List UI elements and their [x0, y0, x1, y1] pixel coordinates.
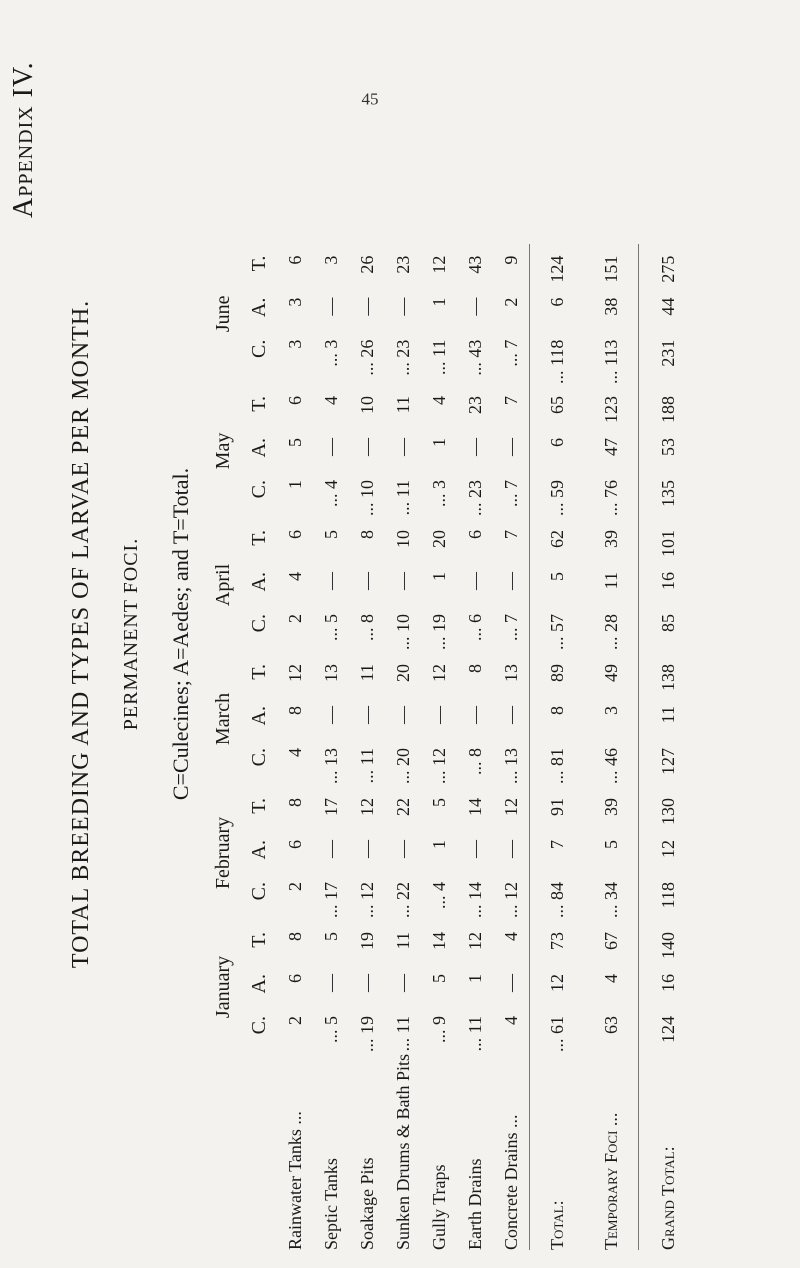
- table-cell: 67: [601, 931, 621, 950]
- table-cell: —: [465, 839, 485, 858]
- table-row: [493, 244, 530, 1250]
- table-cell: 49: [601, 663, 621, 682]
- table-cell: 6: [285, 973, 305, 983]
- table-cell: ... 57: [530, 610, 585, 652]
- table-cell: 4: [285, 571, 305, 581]
- appendix-label: Appendix IV.: [8, 61, 39, 218]
- table-cell: —: [321, 571, 341, 590]
- sub-header: C.: [248, 881, 270, 901]
- table-row: [639, 244, 698, 1250]
- table-row: [584, 244, 639, 1250]
- table-cell: 2: [285, 1015, 305, 1025]
- table-row: [421, 244, 457, 1250]
- table-cell: 5: [321, 529, 341, 539]
- table-cell: 85: [639, 610, 698, 652]
- table-cell: 17: [321, 797, 341, 816]
- table-cell: ... 20: [393, 747, 413, 784]
- table-cell: 4: [601, 973, 621, 983]
- table-cell: 6: [530, 294, 585, 336]
- table-cell: ... 76: [601, 479, 621, 516]
- table-cell: —: [501, 839, 521, 858]
- table-cell: —: [465, 297, 485, 316]
- table-cell: 118: [639, 878, 698, 920]
- table-cell: 130: [639, 786, 698, 836]
- table-cell: 4: [429, 395, 449, 405]
- table-cell: ... 14: [465, 881, 485, 918]
- table-cell: 10: [357, 395, 377, 414]
- table-cell: 6: [285, 839, 305, 849]
- table-cell: —: [393, 705, 413, 724]
- table-cell: ... 7: [501, 613, 521, 641]
- table-cell: 13: [501, 663, 521, 682]
- larvae-table: [205, 244, 697, 1250]
- table-cell: 10: [393, 529, 413, 548]
- table-cell: 14: [465, 797, 485, 816]
- table-cell: ... 19: [357, 1015, 377, 1052]
- table-cell: 16: [639, 568, 698, 610]
- table-cell: 6: [285, 529, 305, 539]
- month-header: January: [212, 955, 234, 1019]
- table-cell: —: [321, 297, 341, 316]
- table-cell: —: [465, 437, 485, 456]
- sub-header: A.: [248, 437, 270, 458]
- table-cell: 12: [357, 797, 377, 816]
- table-cell: —: [357, 297, 377, 316]
- table-cell: 127: [639, 744, 698, 786]
- table-cell: 7: [501, 529, 521, 539]
- table-cell: ... 4: [429, 881, 449, 909]
- corner-cell: [205, 1054, 241, 1250]
- row-label: Concrete Drains ...: [501, 1114, 521, 1250]
- sub-header: A.: [248, 705, 270, 726]
- table-cell: 12: [285, 663, 305, 682]
- table-cell: ... 11: [393, 1015, 413, 1052]
- table-cell: 6: [285, 395, 305, 405]
- table-cell: 7: [530, 836, 585, 878]
- table-cell: 124: [639, 1012, 698, 1054]
- table-cell: —: [501, 437, 521, 456]
- month-header: February: [212, 816, 234, 890]
- month-header: April: [212, 563, 234, 607]
- table-cell: 1: [465, 973, 485, 983]
- table-cell: 188: [639, 384, 698, 434]
- table-cell: 3: [285, 297, 305, 307]
- row-label: Rainwater Tanks ...: [285, 1111, 305, 1250]
- table-cell: ... 5: [321, 1015, 341, 1043]
- table-cell: 6: [465, 529, 485, 539]
- table-cell: —: [465, 705, 485, 724]
- sub-header: A.: [248, 839, 270, 860]
- sub-header: C.: [248, 747, 270, 767]
- table-cell: 2: [285, 613, 305, 623]
- table-cell: 43: [465, 255, 485, 274]
- table-cell: 4: [501, 1015, 521, 1025]
- table-cell: 3: [285, 339, 305, 349]
- sub-header: C.: [248, 339, 270, 358]
- table-cell: 26: [357, 255, 377, 274]
- page-number: 45: [361, 89, 379, 109]
- sub-header: T.: [248, 255, 270, 272]
- table-cell: ... 12: [357, 881, 377, 918]
- table-cell: 5: [429, 973, 449, 983]
- table-cell: 23: [465, 395, 485, 414]
- legend-text: C=Culecines; A=Aedes; and T=Total.: [168, 467, 193, 801]
- table-cell: ... 3: [321, 339, 341, 367]
- table-cell: —: [465, 571, 485, 590]
- table-cell: ... 22: [393, 881, 413, 918]
- table-cell: 2: [501, 297, 521, 307]
- table-cell: —: [501, 571, 521, 590]
- table-cell: ... 8: [357, 613, 377, 641]
- row-label: Sunken Drums & Bath Pits: [393, 1053, 413, 1250]
- table-cell: 53: [639, 434, 698, 476]
- table-cell: 20: [429, 529, 449, 548]
- table-cell: 4: [501, 931, 521, 941]
- table-cell: ... 34: [601, 881, 621, 918]
- table-cell: 7: [501, 395, 521, 405]
- table-cell: 5: [429, 797, 449, 807]
- table-cell: 12: [429, 663, 449, 682]
- table-cell: ... 7: [501, 339, 521, 367]
- table-cell: —: [321, 973, 341, 992]
- month-header: May: [212, 432, 234, 470]
- table-cell: ... 81: [530, 744, 585, 786]
- table-cell: 47: [601, 437, 621, 456]
- row-label: Earth Drains: [465, 1158, 485, 1250]
- table-cell: 5: [601, 839, 621, 849]
- table-cell: ... 43: [465, 339, 485, 376]
- table-cell: ... 46: [601, 747, 621, 784]
- table-cell: ... 12: [501, 881, 521, 918]
- table-cell: ... 5: [321, 613, 341, 641]
- table-cell: ... 4: [321, 479, 341, 507]
- table-cell: 6: [530, 434, 585, 476]
- row-label: Grand Total:: [639, 1054, 698, 1250]
- table-cell: 151: [601, 255, 621, 283]
- table-cell: 2: [285, 881, 305, 891]
- sub-header: C.: [248, 479, 270, 499]
- table-row: [457, 244, 493, 1250]
- sub-header: T.: [248, 931, 270, 948]
- table-row: [349, 244, 385, 1250]
- sub-header-row: [241, 244, 277, 1250]
- table-cell: 63: [601, 1015, 621, 1034]
- table-cell: 12: [429, 255, 449, 274]
- corner-cell: [241, 1054, 277, 1250]
- table-cell: ... 11: [393, 479, 413, 516]
- table-cell: 16: [639, 970, 698, 1012]
- table-cell: ... 10: [393, 613, 413, 650]
- table-cell: 44: [639, 294, 698, 336]
- table-cell: —: [393, 297, 413, 316]
- month-header: March: [212, 692, 234, 746]
- table-cell: ... 84: [530, 878, 585, 920]
- table-cell: ... 26: [357, 339, 377, 376]
- table-cell: 140: [639, 920, 698, 970]
- table-cell: 5: [321, 931, 341, 941]
- table-cell: —: [321, 705, 341, 724]
- table-cell: 8: [285, 931, 305, 941]
- table-cell: 101: [639, 518, 698, 568]
- table-cell: 91: [530, 786, 585, 836]
- table-cell: 62: [530, 518, 585, 568]
- table-cell: 22: [393, 797, 413, 816]
- month-header-row: [205, 244, 241, 1250]
- sub-header: C.: [248, 613, 270, 633]
- table-cell: —: [357, 437, 377, 456]
- table-cell: 231: [639, 336, 698, 384]
- table-cell: 1: [429, 437, 449, 447]
- table-cell: 6: [285, 255, 305, 265]
- table-cell: ... 6: [465, 613, 485, 641]
- table-cell: 3: [321, 255, 341, 265]
- table-cell: 8: [285, 705, 305, 715]
- table-cell: 12: [530, 970, 585, 1012]
- table-cell: 12: [501, 797, 521, 816]
- table-cell: ... 12: [429, 747, 449, 784]
- table-cell: 5: [530, 568, 585, 610]
- table-cell: —: [501, 973, 521, 992]
- table-cell: 9: [501, 255, 521, 265]
- table-cell: ... 28: [601, 613, 621, 650]
- table-cell: ... 23: [465, 479, 485, 516]
- table-cell: —: [357, 571, 377, 590]
- table-cell: 275: [639, 244, 698, 294]
- table-row: [385, 244, 421, 1250]
- row-label: Gully Traps: [429, 1164, 449, 1250]
- table-cell: 11: [393, 395, 413, 414]
- table-cell: 1: [429, 571, 449, 581]
- table-cell: 23: [393, 255, 413, 274]
- table-cell: ... 10: [357, 479, 377, 516]
- sub-header: A.: [248, 973, 270, 994]
- table-cell: ... 59: [530, 476, 585, 518]
- table-cell: ... 11: [465, 1015, 485, 1052]
- table-cell: ... 17: [321, 881, 341, 918]
- table-cell: ... 19: [429, 613, 449, 650]
- table-cell: 5: [285, 437, 305, 447]
- table-cell: 1: [285, 479, 305, 489]
- table-cell: 3: [601, 705, 621, 715]
- table-cell: 8: [285, 797, 305, 807]
- table-row: [313, 244, 349, 1250]
- table-cell: 73: [530, 920, 585, 970]
- table-cell: 14: [429, 931, 449, 950]
- sub-header: T.: [248, 797, 270, 814]
- table-body: [277, 244, 697, 1250]
- table-cell: 38: [601, 297, 621, 316]
- table-cell: ... 118: [530, 336, 585, 384]
- table-cell: ... 3: [429, 479, 449, 507]
- table-cell: —: [393, 839, 413, 858]
- table-cell: 4: [321, 395, 341, 405]
- table-cell: —: [321, 839, 341, 858]
- row-label: Total:: [530, 1054, 585, 1250]
- table-cell: 89: [530, 652, 585, 702]
- table-cell: —: [429, 705, 449, 724]
- sub-header: A.: [248, 297, 270, 318]
- table-cell: ... 9: [429, 1015, 449, 1043]
- table-cell: ... 23: [393, 339, 413, 376]
- table-cell: 135: [639, 476, 698, 518]
- table-cell: ... 113: [601, 339, 621, 384]
- table-cell: ... 8: [465, 747, 485, 775]
- table-cell: —: [393, 437, 413, 456]
- sub-header: T.: [248, 395, 270, 412]
- table-cell: 11: [601, 571, 621, 590]
- table-cell: 8: [530, 702, 585, 744]
- table-cell: ... 13: [501, 747, 521, 784]
- table-cell: —: [357, 839, 377, 858]
- sub-header: C.: [248, 1015, 270, 1035]
- month-header: June: [212, 295, 234, 333]
- sub-header: T.: [248, 529, 270, 546]
- table-cell: 12: [639, 836, 698, 878]
- table-cell: —: [501, 705, 521, 724]
- page-subtitle: PERMANENT FOCI.: [120, 537, 142, 731]
- table-cell: 11: [393, 931, 413, 950]
- table-cell: 13: [321, 663, 341, 682]
- table-cell: ... 7: [501, 479, 521, 507]
- table-cell: 1: [429, 839, 449, 849]
- row-label: Temporary Foci ...: [601, 1112, 621, 1250]
- table-cell: 123: [601, 395, 621, 423]
- table-cell: 4: [285, 747, 305, 757]
- table-cell: 11: [357, 663, 377, 682]
- table-cell: 138: [639, 652, 698, 702]
- table-cell: ... 11: [429, 339, 449, 375]
- table-cell: 39: [601, 797, 621, 816]
- table-cell: 8: [357, 529, 377, 539]
- table-cell: 19: [357, 931, 377, 950]
- row-label: Septic Tanks: [321, 1158, 341, 1250]
- table-cell: 65: [530, 384, 585, 434]
- table-cell: —: [357, 973, 377, 992]
- table-cell: —: [321, 437, 341, 456]
- sub-header: A.: [248, 571, 270, 592]
- table-cell: —: [393, 571, 413, 590]
- table-cell: 12: [465, 931, 485, 950]
- table-cell: 20: [393, 663, 413, 682]
- table-cell: 8: [465, 663, 485, 673]
- page-title: TOTAL BREEDING AND TYPES OF LARVAE PER MONTH.: [68, 299, 94, 969]
- table-cell: 11: [639, 702, 698, 744]
- table-cell: ... 61: [530, 1012, 585, 1054]
- table-cell: 1: [429, 297, 449, 307]
- sub-header: T.: [248, 663, 270, 680]
- table-cell: 124: [530, 244, 585, 294]
- table-cell: ... 11: [357, 747, 377, 784]
- row-label: Soakage Pits: [357, 1157, 377, 1250]
- table-cell: ... 13: [321, 747, 341, 784]
- table-cell: —: [393, 973, 413, 992]
- table-row: [277, 244, 313, 1250]
- table-cell: 39: [601, 529, 621, 548]
- table-row: [530, 244, 585, 1250]
- table-cell: —: [357, 705, 377, 724]
